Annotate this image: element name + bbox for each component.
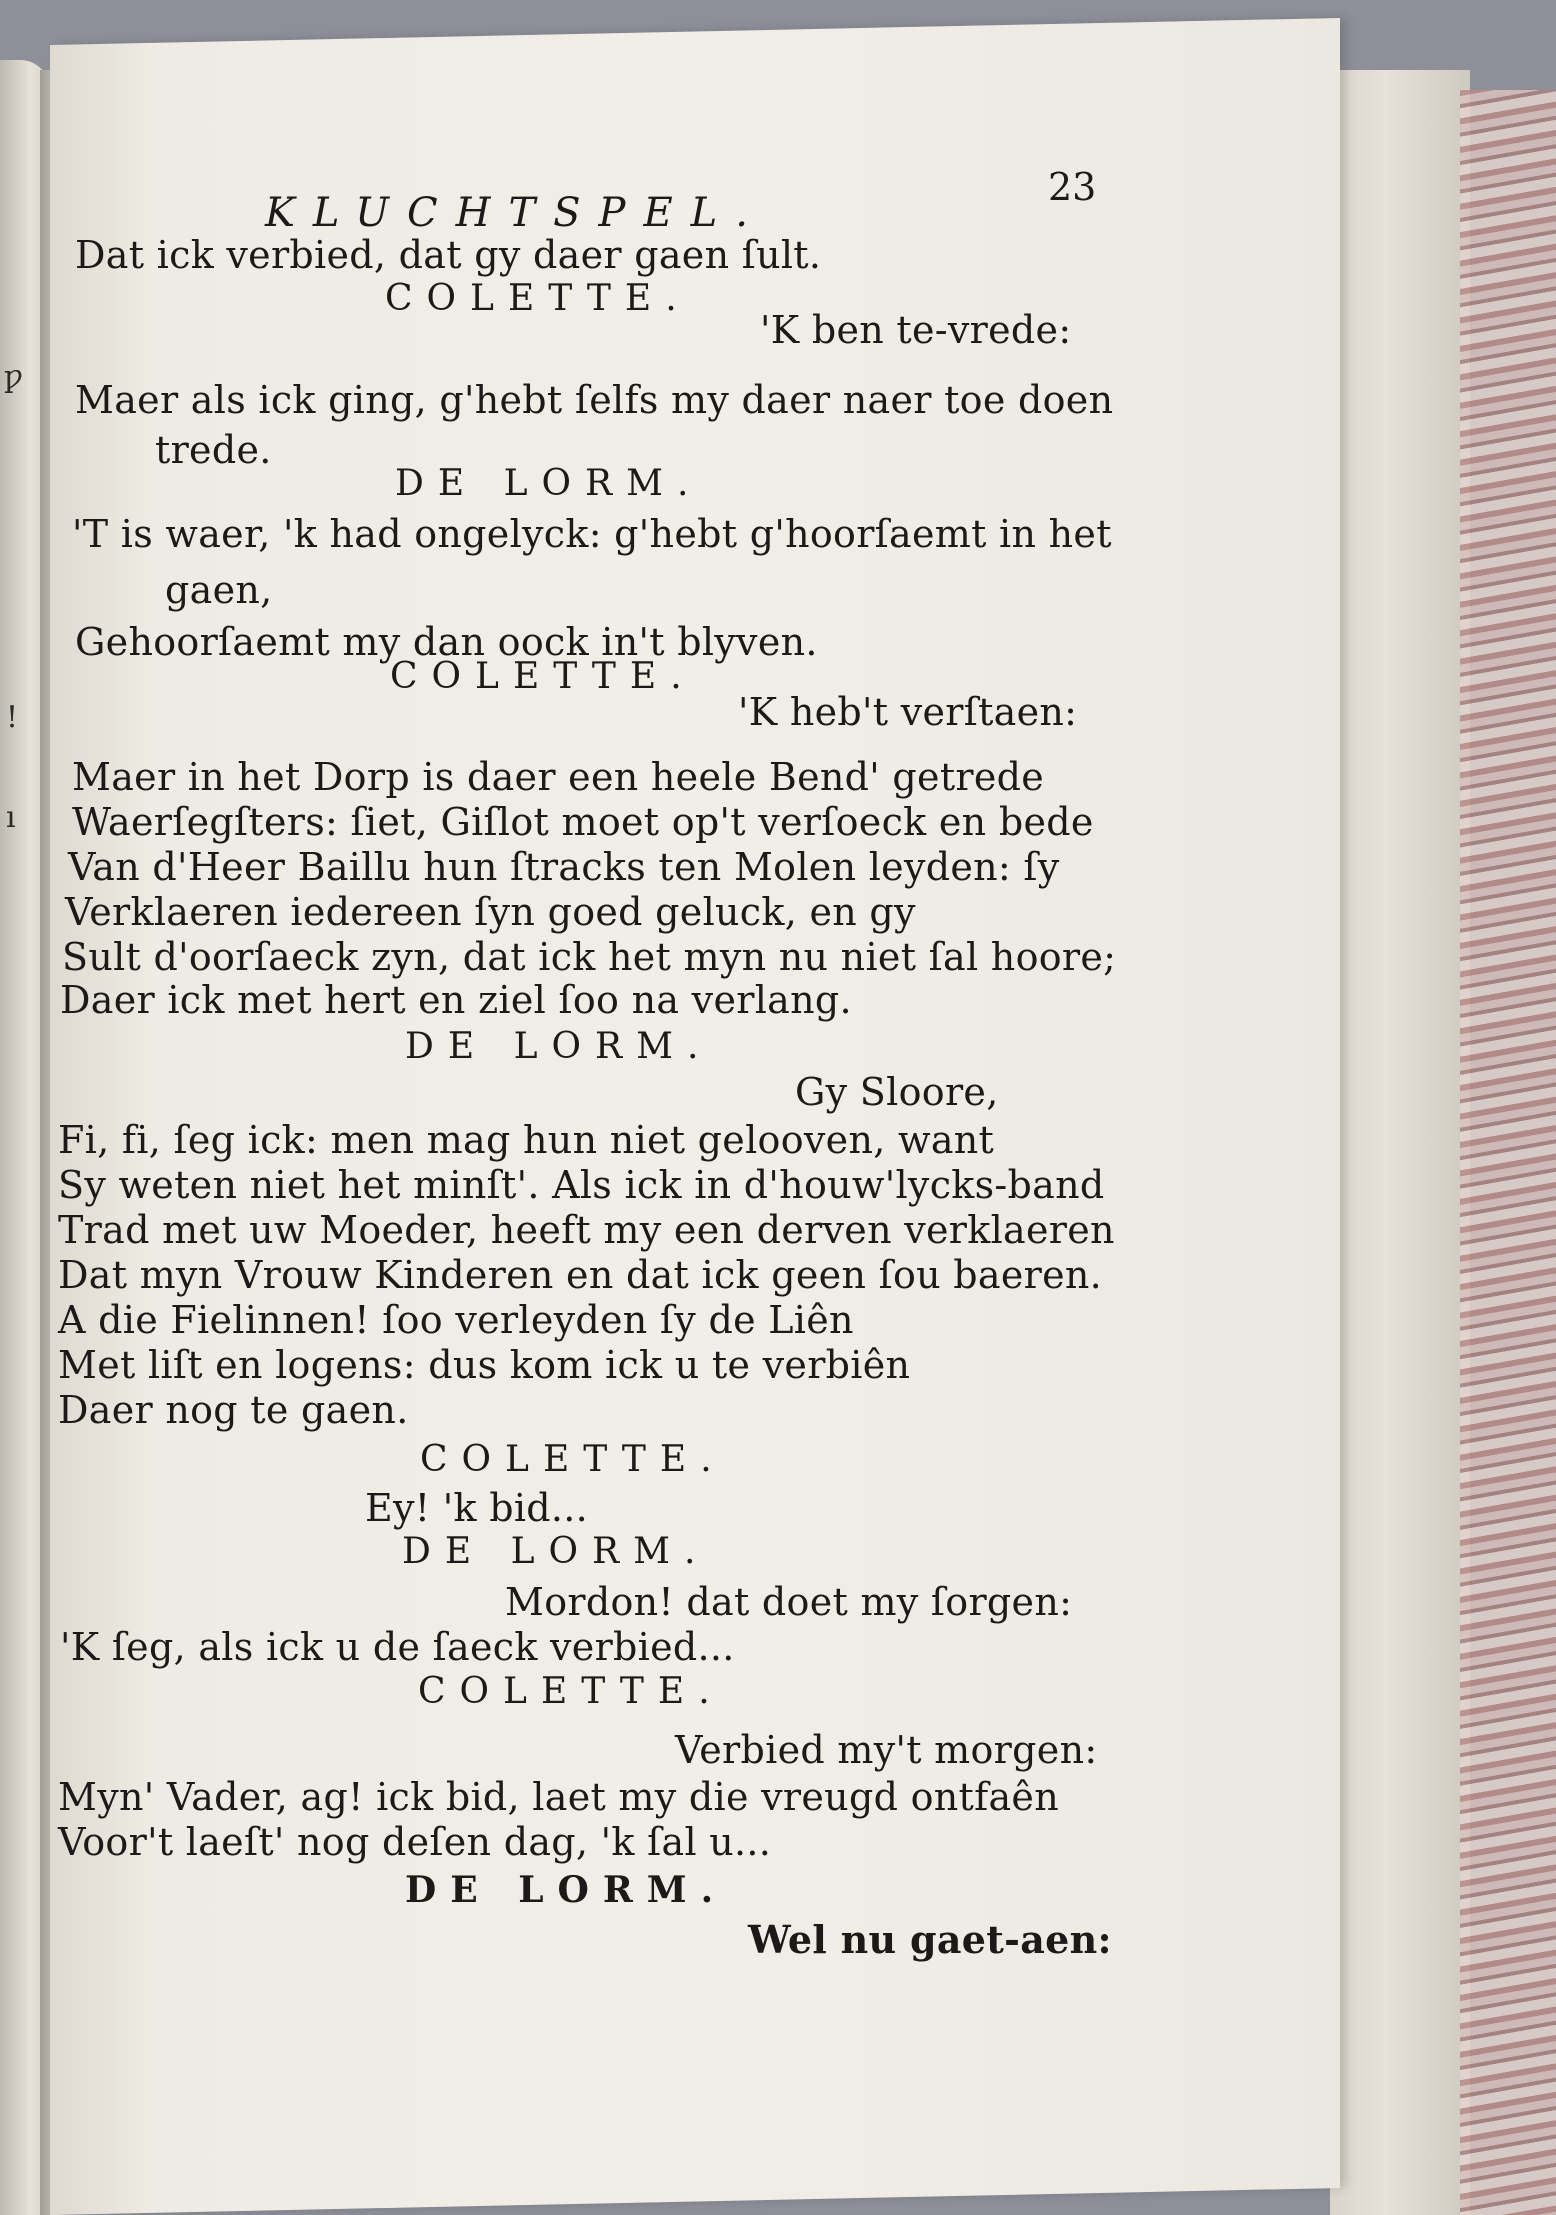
verse-line: Sult d'oorſaeck zyn, dat ick het myn nu niet ſal hoore;: [62, 935, 1117, 979]
verse-line: Fi, fi, ſeg ick: men mag hun niet gelooven, want: [58, 1118, 995, 1162]
verse-line: Maer als ick ging, g'hebt ſelfs my daer naer toe doen: [75, 378, 1114, 422]
verse-line: Verbied my't morgen:: [675, 1728, 1098, 1772]
margin-mark: ƿ: [4, 360, 24, 395]
verse-line: 'T is waer, 'k had ongelyck: g'hebt g'hoorſaemt in het: [72, 512, 1112, 556]
speaker-label: DE LORM.: [402, 1531, 710, 1572]
running-title: KLUCHTSPEL.: [265, 190, 766, 236]
verse-line: A die Fielinnen! ſoo verleyden ſy de Liên: [58, 1298, 854, 1342]
verse-line: Myn' Vader, ag! ick bid, laet my die vreugd ontfaên: [58, 1775, 1059, 1819]
verse-line: Voor't laeſt' nog deſen dag, 'k ſal u...: [58, 1820, 772, 1864]
verse-line: Daer ick met hert en ziel ſoo na verlang.: [60, 978, 852, 1022]
verse-line: Gy Sloore,: [795, 1070, 999, 1114]
verse-line: Daer nog te gaen.: [58, 1388, 409, 1432]
speaker-label: DE LORM.: [405, 1869, 728, 1911]
margin-mark: ı: [6, 800, 16, 835]
verse-line: Verklaeren iedereen ſyn goed geluck, en gy: [65, 890, 916, 934]
speaker-label: COLETTE.: [418, 1671, 724, 1712]
speaker-label: DE LORM.: [395, 463, 703, 504]
verse-line: Maer in het Dorp is daer een heele Bend' getrede: [72, 755, 1045, 799]
speaker-label: COLETTE.: [385, 278, 691, 319]
verse-line: Met liſt en logens: dus kom ick u te verbiên: [58, 1343, 911, 1387]
verse-line: 'K heb't verſtaen:: [738, 690, 1078, 734]
verse-line: 'K ſeg, als ick u de ſaeck verbied...: [60, 1625, 735, 1669]
verse-line: 'K ben te-vrede:: [760, 308, 1072, 352]
verse-line: trede.: [155, 428, 272, 472]
verse-line: Dat myn Vrouw Kinderen en dat ick geen ſou baeren.: [58, 1253, 1103, 1297]
page-number: 23: [1048, 165, 1097, 209]
margin-mark: !: [6, 700, 19, 735]
verse-line: gaen,: [165, 568, 273, 612]
verse-line: Trad met uw Moeder, heeft my een derven verklaeren: [58, 1208, 1115, 1252]
verse-line: Waerſegſters: ſiet, Giſlot moet op't verſoeck en bede: [72, 800, 1094, 844]
verse-line: Ey! 'k bid...: [365, 1486, 589, 1530]
speaker-label: COLETTE.: [420, 1439, 726, 1480]
speaker-label: COLETTE.: [390, 656, 696, 697]
verse-line: Dat ick verbied, dat gy daer gaen ſult.: [75, 233, 822, 277]
verse-line: Gehoorſaemt my dan oock in't blyven.: [75, 620, 818, 664]
verse-line: Wel nu gaet-aen:: [748, 1917, 1112, 1962]
speaker-label: DE LORM.: [405, 1026, 713, 1067]
verse-line: Van d'Heer Baillu hun ſtracks ten Molen leyden: ſy: [68, 845, 1060, 889]
verse-line: Sy weten niet het minſt'. Als ick in d'houw'lycks-band: [58, 1163, 1105, 1207]
verse-line: Mordon! dat doet my ſorgen:: [505, 1580, 1073, 1624]
